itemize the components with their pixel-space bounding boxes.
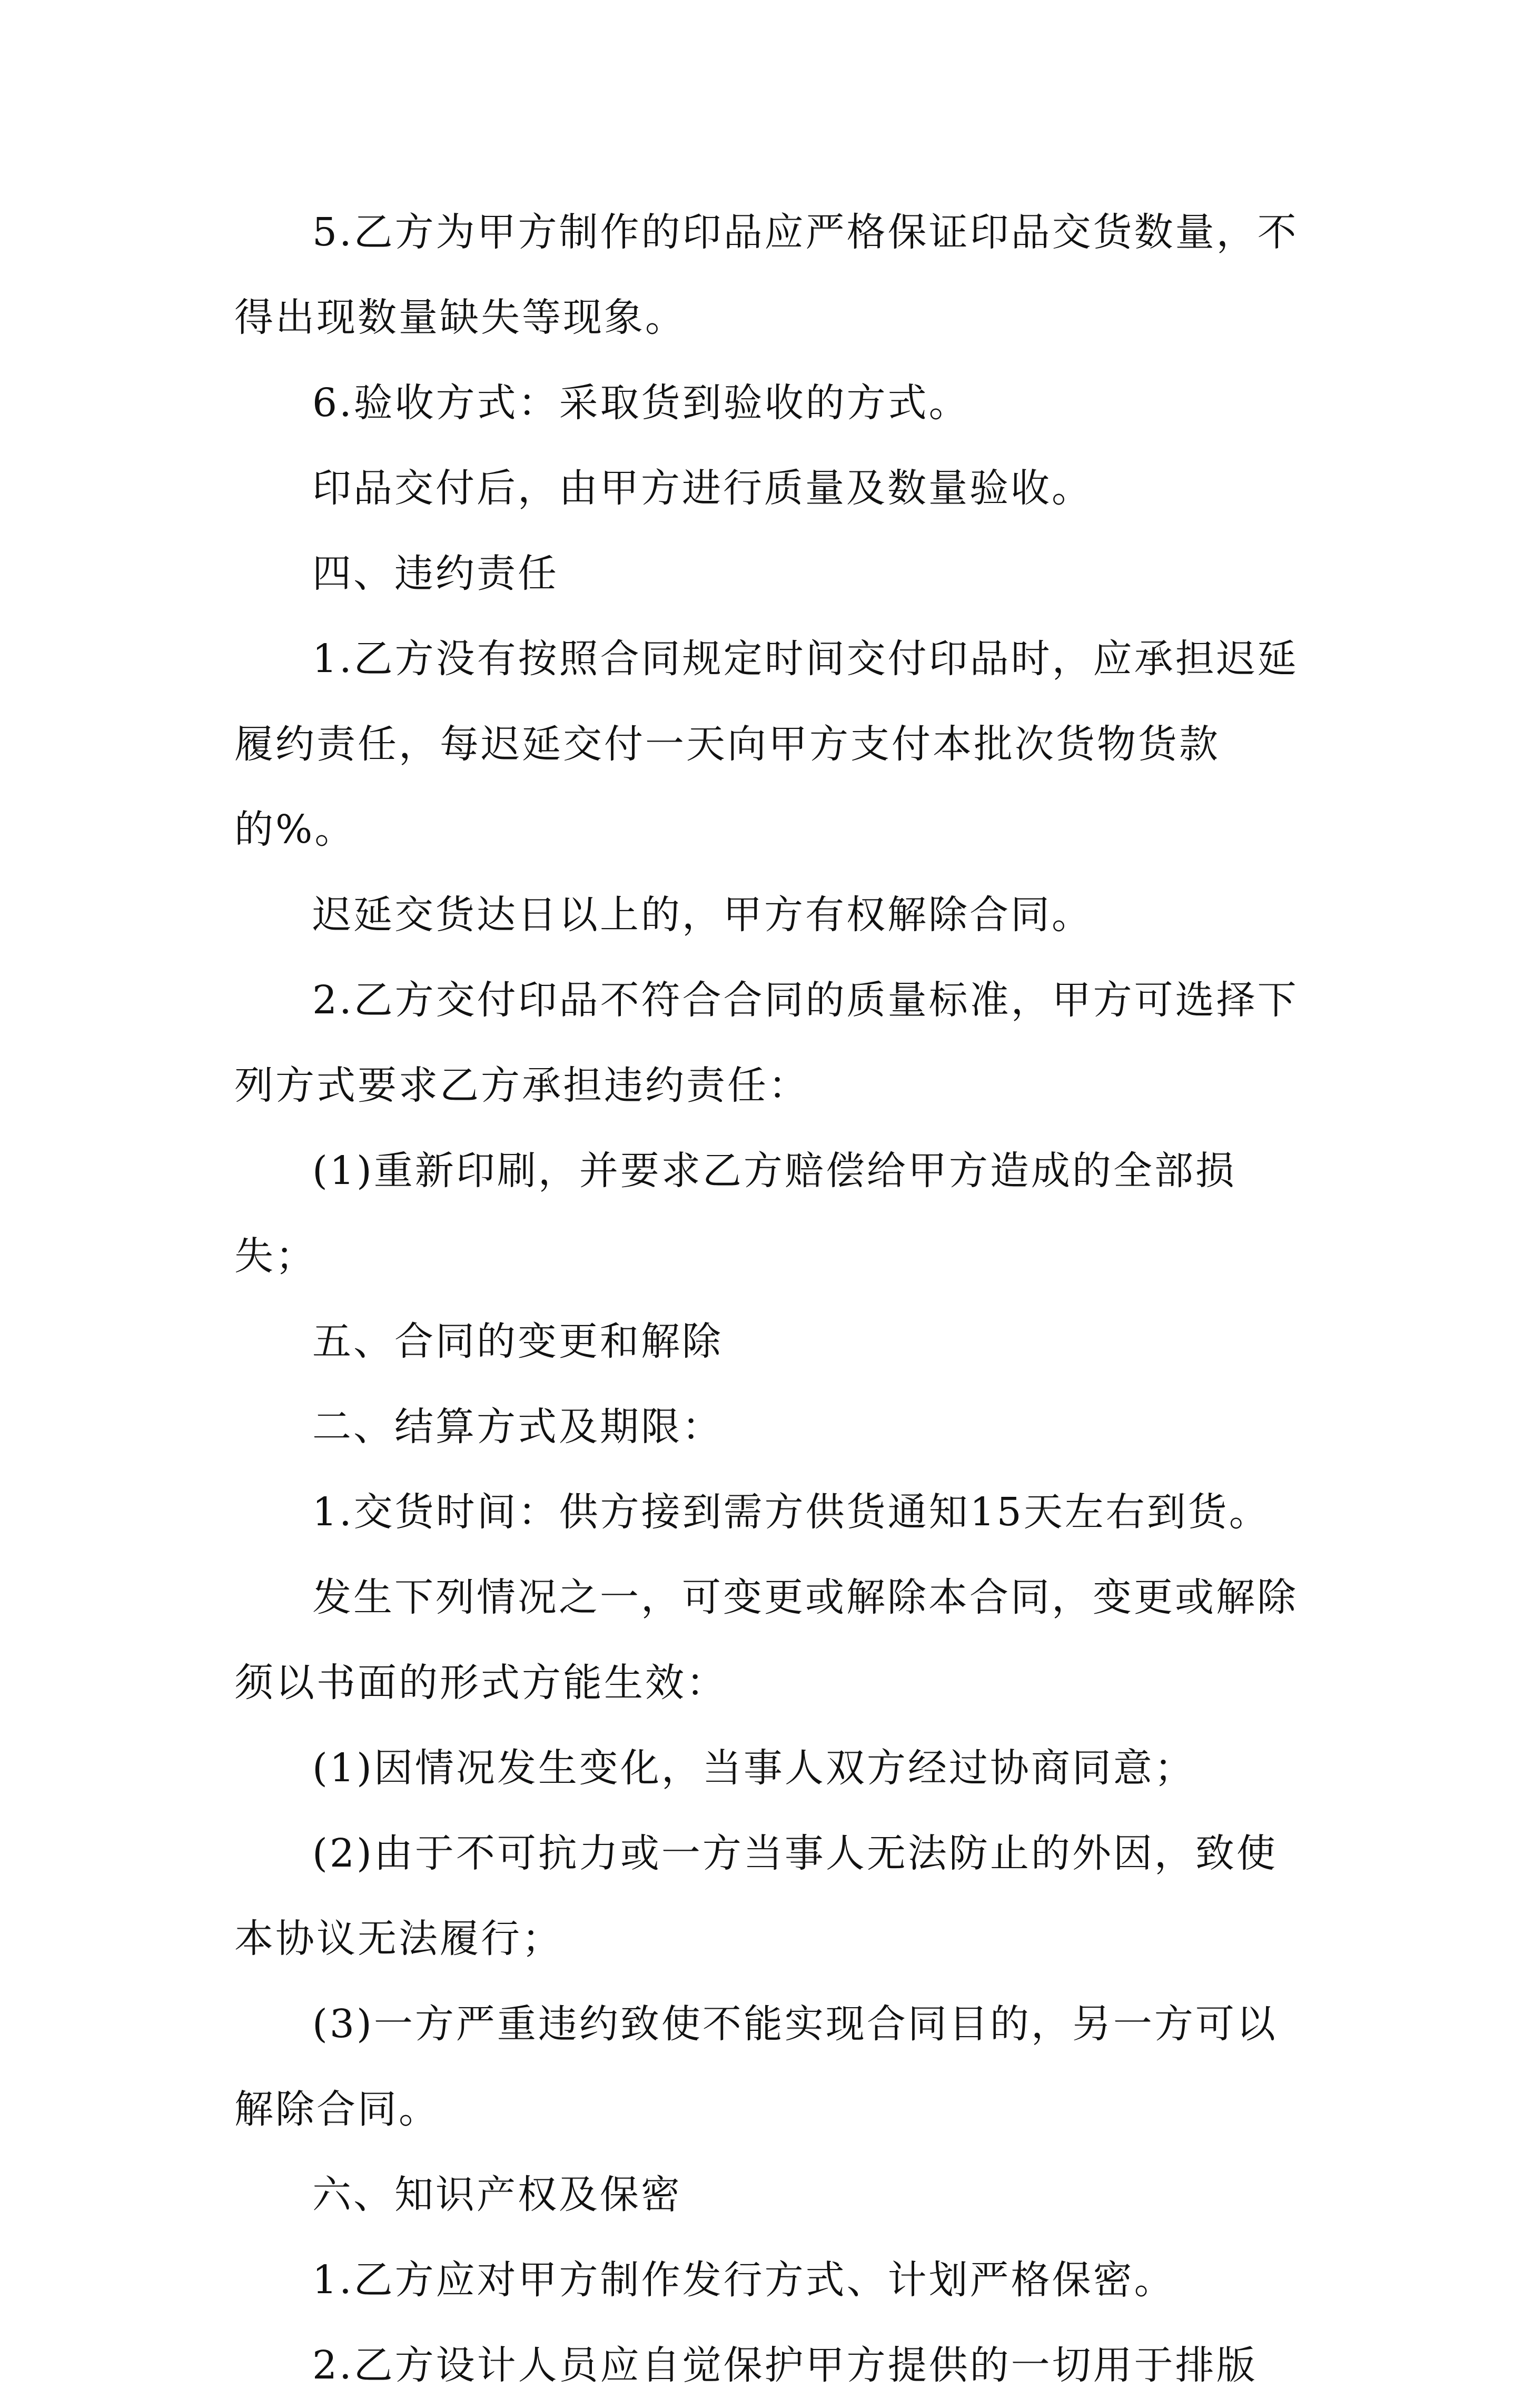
paragraph-acceptance-method: 6.验收方式：采取货到验收的方式。 — [312, 380, 970, 426]
paragraph-condition-1: (1)因情况发生变化，当事人双方经过协商同意； — [312, 1745, 1195, 1791]
paragraph-change-conditions: 发生下列情况之一，可变更或解除本合同，变更或解除须以书面的形式方能生效： — [234, 1575, 1298, 1705]
paragraph-quality-nonconformity: 2.乙方交付印品不符合合同的质量标准，甲方可选择下列方式要求乙方承担违约责任： — [234, 978, 1299, 1108]
paragraph-acceptance-after-delivery: 印品交付后，由甲方进行质量及数量验收。 — [312, 466, 1093, 511]
paragraph-delivery-time: 1.交货时间：供方接到需方供货通知15天左右到货。 — [312, 1489, 1270, 1535]
paragraph-delivery-quantity: 5.乙方为甲方制作的印品应严格保证印品交货数量，不得出现数量缺失等现象。 — [234, 210, 1299, 340]
heading-ip-confidentiality: 六、知识产权及保密 — [312, 2172, 682, 2217]
paragraph-condition-3: (3)一方严重违约致使不能实现合同目的，另一方可以解除合同。 — [234, 2001, 1278, 2132]
heading-contract-change: 五、合同的变更和解除 — [312, 1319, 723, 1364]
heading-settlement: 二、结算方式及期限： — [312, 1404, 723, 1449]
paragraph-reprint-compensation: (1)重新印刷，并要求乙方赔偿给甲方造成的全部损失； — [234, 1148, 1236, 1279]
paragraph-confidentiality-2: 2.乙方设计人员应自觉保护甲方提供的一切用于排版 — [312, 2343, 1258, 2388]
document-body — [234, 190, 1309, 2408]
paragraph-confidentiality-1: 1.乙方应对甲方制作发行方式、计划严格保密。 — [312, 2257, 1175, 2303]
paragraph-condition-2: (2)由于不可抗力或一方当事人无法防止的外因，致使本协议无法履行； — [234, 1831, 1278, 1961]
paragraph-late-delivery: 1.乙方没有按照合同规定时间交付印品时，应承担迟延履约责任，每迟延交付一天向甲方支付本批次货物货款的%。 — [234, 636, 1299, 852]
paragraph-termination-right: 迟延交货达日以上的，甲方有权解除合同。 — [312, 892, 1093, 937]
heading-breach-liability: 四、违约责任 — [312, 551, 559, 596]
